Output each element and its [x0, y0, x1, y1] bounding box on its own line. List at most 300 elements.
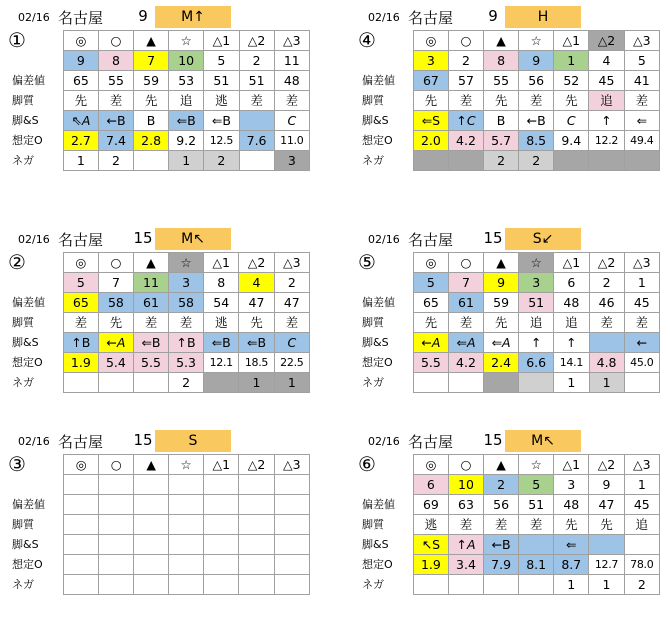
table-row: [360, 495, 660, 515]
table-cell: 追: [554, 313, 589, 333]
table-cell: ☆: [519, 253, 554, 273]
table-cell: △1: [554, 455, 589, 475]
table-cell: 14.1: [554, 353, 589, 373]
prediction-table: [10, 252, 310, 393]
table-cell: ⇐: [624, 111, 659, 131]
table-cell: [239, 111, 274, 131]
race-mark-badge: M↖: [505, 430, 581, 452]
race-panel: [10, 226, 310, 432]
table-cell: [98, 373, 133, 393]
table-row: [10, 353, 310, 373]
table-cell: 18.5: [239, 353, 274, 373]
table-cell: 8: [484, 51, 519, 71]
row-label: 偏差値: [12, 498, 45, 511]
table-cell: ⇐B: [204, 333, 239, 353]
table-cell: 6: [554, 273, 589, 293]
table-cell: [204, 495, 239, 515]
race-panel: [360, 226, 660, 432]
panel-header: [360, 226, 660, 252]
table-cell: 3.4: [448, 555, 483, 575]
table-cell: △1: [554, 253, 589, 273]
table-row: [10, 333, 310, 353]
panel-index: ④: [358, 28, 376, 52]
race-number: 9: [488, 7, 498, 25]
race-venue: 名古屋: [408, 9, 454, 27]
table-row: [360, 575, 660, 595]
table-cell: 2.8: [134, 131, 169, 151]
row-label: 偏差値: [362, 296, 395, 309]
table-cell: 2.0: [413, 131, 448, 151]
table-cell: 7: [448, 273, 483, 293]
row-label: 脚&S: [362, 336, 389, 349]
table-cell: [64, 535, 99, 555]
table-cell: 先: [98, 313, 133, 333]
table-cell: 11: [133, 273, 168, 293]
table-cell: 10: [448, 475, 483, 495]
row-label: ネガ: [12, 578, 34, 591]
table-cell: 67: [413, 71, 448, 91]
table-cell: ○: [98, 253, 133, 273]
prediction-table: [360, 252, 660, 393]
panel-index: ①: [8, 28, 26, 52]
table-cell: ○: [99, 455, 134, 475]
table-cell: 2: [98, 151, 133, 171]
table-cell: 47: [274, 293, 309, 313]
table-cell: [63, 373, 98, 393]
table-cell: [484, 575, 519, 595]
table-cell: ←B: [98, 111, 133, 131]
table-cell: 差: [274, 313, 309, 333]
table-cell: [64, 555, 99, 575]
table-cell: 先: [413, 91, 448, 111]
row-label: 脚質: [12, 94, 34, 107]
table-cell: 差: [274, 91, 309, 111]
row-label: [10, 455, 64, 475]
table-cell: △3: [274, 455, 309, 475]
table-cell: [448, 151, 483, 171]
race-date: 02/16: [18, 435, 50, 448]
table-cell: 63: [448, 495, 483, 515]
race-number: 15: [133, 229, 153, 247]
table-cell: ▲: [484, 253, 519, 273]
table-cell: 22.5: [274, 353, 309, 373]
table-row: [10, 131, 310, 151]
table-row: [360, 51, 660, 71]
table-row: [360, 111, 660, 131]
table-cell: [519, 535, 554, 555]
table-cell: ↑: [554, 333, 589, 353]
table-cell: 5: [519, 475, 554, 495]
table-cell: 先: [239, 313, 274, 333]
table-cell: [99, 475, 134, 495]
table-cell: ◎: [63, 31, 98, 51]
table-cell: ○: [448, 455, 483, 475]
race-panel: [360, 4, 660, 210]
table-cell: △1: [204, 455, 239, 475]
race-mark-badge: M↖: [155, 228, 231, 250]
table-cell: 逃: [413, 515, 448, 535]
table-row: [360, 535, 660, 555]
table-cell: ◎: [413, 455, 448, 475]
table-cell: 2: [519, 151, 554, 171]
table-cell: 5.3: [169, 353, 204, 373]
row-label: [360, 51, 413, 71]
race-panel: [360, 428, 660, 634]
table-cell: [274, 475, 309, 495]
table-cell: [99, 495, 134, 515]
table-cell: 先: [554, 515, 589, 535]
table-cell: ←B: [484, 535, 519, 555]
table-cell: 11.0: [274, 131, 309, 151]
table-cell: 6: [413, 475, 448, 495]
table-cell: [624, 535, 659, 555]
table-cell: 差: [448, 313, 483, 333]
table-cell: B: [484, 111, 519, 131]
table-cell: 6.6: [519, 353, 554, 373]
table-cell: [274, 495, 309, 515]
table-cell: △3: [624, 253, 659, 273]
race-number: 15: [133, 431, 153, 449]
row-label: 脚&S: [12, 538, 39, 551]
table-cell: 51: [519, 293, 554, 313]
row-label: 想定O: [12, 356, 43, 369]
table-cell: [99, 555, 134, 575]
table-cell: 差: [63, 313, 98, 333]
table-cell: ☆: [519, 455, 554, 475]
table-cell: [274, 535, 309, 555]
race-venue: 名古屋: [58, 231, 104, 249]
panel-header: [10, 428, 310, 454]
table-cell: 差: [519, 91, 554, 111]
table-cell: [204, 555, 239, 575]
table-cell: [204, 475, 239, 495]
panel-header: [360, 428, 660, 454]
table-cell: △2: [239, 31, 274, 51]
table-cell: [239, 515, 274, 535]
table-cell: ◎: [413, 253, 448, 273]
row-label: 脚&S: [362, 114, 389, 127]
table-cell: 先: [554, 91, 589, 111]
table-cell: ▲: [484, 455, 519, 475]
table-cell: 5: [63, 273, 98, 293]
race-venue: 名古屋: [408, 433, 454, 451]
table-cell: 9: [484, 273, 519, 293]
table-cell: [274, 555, 309, 575]
table-row: [360, 333, 660, 353]
table-cell: 4.2: [448, 353, 483, 373]
table-row: [360, 475, 660, 495]
table-row: [360, 151, 660, 171]
table-cell: 1: [239, 373, 274, 393]
table-cell: 1: [63, 151, 98, 171]
table-cell: 56: [519, 71, 554, 91]
table-cell: 47: [589, 495, 624, 515]
table-row: [360, 71, 660, 91]
prediction-table: [360, 454, 660, 595]
table-cell: 5.5: [413, 353, 448, 373]
table-cell: 差: [624, 91, 659, 111]
table-cell: 7: [134, 51, 169, 71]
panel-header: [10, 226, 310, 252]
table-cell: [169, 575, 204, 595]
table-row: [10, 273, 310, 293]
table-cell: [99, 515, 134, 535]
table-cell: [169, 515, 204, 535]
table-row: [10, 253, 310, 273]
table-cell: ↖S: [413, 535, 448, 555]
table-cell: 1: [274, 373, 309, 393]
table-cell: 2.7: [63, 131, 98, 151]
table-cell: 51: [239, 71, 274, 91]
table-cell: 8: [204, 273, 239, 293]
race-mark-badge: M↑: [155, 6, 231, 28]
table-cell: [519, 575, 554, 595]
table-row: [10, 575, 310, 595]
table-cell: 61: [133, 293, 168, 313]
table-row: [360, 353, 660, 373]
table-cell: 51: [204, 71, 239, 91]
table-cell: [239, 475, 274, 495]
table-cell: 2: [624, 575, 659, 595]
table-cell: 1: [624, 273, 659, 293]
table-cell: △1: [204, 31, 239, 51]
table-cell: [274, 575, 309, 595]
row-label: ネガ: [12, 376, 34, 389]
row-label: 脚質: [12, 518, 34, 531]
table-cell: ⇐B: [169, 111, 204, 131]
row-label: 想定O: [362, 356, 393, 369]
table-cell: 51: [519, 495, 554, 515]
table-cell: ←: [624, 333, 659, 353]
row-label: 想定O: [362, 134, 393, 147]
table-cell: △1: [554, 31, 589, 51]
table-cell: ←B: [519, 111, 554, 131]
table-cell: 8.1: [519, 555, 554, 575]
table-cell: ⇐B: [133, 333, 168, 353]
table-cell: [589, 535, 624, 555]
table-row: [360, 455, 660, 475]
table-cell: △3: [624, 455, 659, 475]
table-cell: [413, 373, 448, 393]
table-cell: [134, 575, 169, 595]
table-cell: 8: [98, 51, 133, 71]
row-label: [10, 273, 63, 293]
row-label: [360, 31, 413, 51]
table-cell: [134, 151, 169, 171]
table-cell: 2.4: [484, 353, 519, 373]
panel-header: [10, 4, 310, 30]
table-cell: 先: [484, 313, 519, 333]
table-cell: 48: [554, 293, 589, 313]
table-cell: ◎: [64, 455, 99, 475]
table-cell: 7.6: [239, 131, 274, 151]
table-cell: [589, 333, 624, 353]
panel-index: ②: [8, 250, 26, 274]
table-cell: ▲: [134, 31, 169, 51]
table-cell: △2: [239, 253, 274, 273]
table-cell: 48: [554, 495, 589, 515]
table-cell: [204, 575, 239, 595]
row-label: 想定O: [12, 134, 43, 147]
table-cell: [134, 535, 169, 555]
table-cell: 1: [169, 151, 204, 171]
table-cell: ○: [448, 31, 483, 51]
race-date: 02/16: [368, 435, 400, 448]
table-cell: 1: [589, 575, 624, 595]
table-cell: 49.4: [624, 131, 659, 151]
row-label: 脚&S: [12, 336, 39, 349]
prediction-table: [10, 454, 310, 595]
table-cell: 9: [63, 51, 98, 71]
table-cell: [554, 151, 589, 171]
table-cell: 差: [519, 515, 554, 535]
row-label: [360, 475, 413, 495]
panel-index: ⑤: [358, 250, 376, 274]
row-label: [360, 273, 413, 293]
table-cell: 9: [519, 51, 554, 71]
table-cell: 差: [448, 91, 483, 111]
table-cell: ↑: [519, 333, 554, 353]
table-cell: C: [274, 333, 309, 353]
table-cell: [413, 151, 448, 171]
table-cell: ⇐: [554, 535, 589, 555]
table-row: [10, 151, 310, 171]
table-cell: ◎: [63, 253, 98, 273]
table-cell: 4.8: [589, 353, 624, 373]
prediction-table: [360, 30, 660, 171]
race-mark-badge: S↙: [505, 228, 581, 250]
table-cell: △1: [204, 253, 239, 273]
table-cell: [64, 575, 99, 595]
table-cell: 56: [484, 495, 519, 515]
table-cell: 8.5: [519, 131, 554, 151]
table-cell: △2: [239, 455, 274, 475]
table-cell: ☆: [169, 455, 204, 475]
race-date: 02/16: [368, 233, 400, 246]
table-row: [10, 111, 310, 131]
table-cell: 12.5: [204, 131, 239, 151]
table-cell: [204, 515, 239, 535]
row-label: 偏差値: [12, 296, 45, 309]
table-cell: [624, 151, 659, 171]
race-mark-badge: S: [155, 430, 231, 452]
race-date: 02/16: [18, 233, 50, 246]
table-cell: [99, 535, 134, 555]
row-label: 脚&S: [362, 538, 389, 551]
row-label: [10, 475, 64, 495]
table-cell: 59: [484, 293, 519, 313]
table-cell: 12.1: [204, 353, 239, 373]
table-cell: [64, 495, 99, 515]
table-cell: 2: [274, 273, 309, 293]
table-cell: 2: [204, 151, 239, 171]
row-label: [10, 253, 63, 273]
table-cell: 2: [448, 51, 483, 71]
race-number: 9: [138, 7, 148, 25]
table-cell: ↑: [589, 111, 624, 131]
table-cell: ◎: [413, 31, 448, 51]
table-cell: 2: [484, 475, 519, 495]
table-cell: 3: [169, 273, 204, 293]
table-cell: 61: [448, 293, 483, 313]
table-cell: [169, 555, 204, 575]
table-cell: 差: [239, 91, 274, 111]
table-cell: [169, 535, 204, 555]
table-cell: [239, 535, 274, 555]
table-cell: [589, 151, 624, 171]
table-cell: ○: [98, 31, 133, 51]
table-row: [10, 71, 310, 91]
table-cell: 10: [169, 51, 204, 71]
table-cell: △2: [589, 31, 624, 51]
table-cell: 先: [484, 91, 519, 111]
table-cell: 3: [274, 151, 309, 171]
table-cell: 1: [589, 373, 624, 393]
table-cell: △3: [624, 31, 659, 51]
table-cell: 1: [554, 373, 589, 393]
table-cell: [99, 575, 134, 595]
table-cell: △3: [274, 253, 309, 273]
table-cell: 4: [239, 273, 274, 293]
table-row: [360, 515, 660, 535]
table-row: [360, 273, 660, 293]
table-cell: [134, 555, 169, 575]
row-label: [360, 253, 413, 273]
table-row: [10, 475, 310, 495]
table-cell: [134, 515, 169, 535]
table-cell: 5: [624, 51, 659, 71]
race-mark-badge: H: [505, 6, 581, 28]
table-cell: 1: [624, 475, 659, 495]
row-label: 脚質: [12, 316, 34, 329]
prediction-table: [10, 30, 310, 171]
table-cell: 先: [63, 91, 98, 111]
table-cell: 45: [624, 495, 659, 515]
table-cell: ←A: [98, 333, 133, 353]
table-row: [10, 535, 310, 555]
table-cell: 47: [239, 293, 274, 313]
row-label: 偏差値: [362, 498, 395, 511]
table-row: [10, 455, 310, 475]
table-cell: 差: [133, 313, 168, 333]
table-cell: [204, 373, 239, 393]
table-cell: ☆: [169, 253, 204, 273]
table-cell: 7: [98, 273, 133, 293]
table-cell: ↑C: [448, 111, 483, 131]
table-cell: 5.5: [133, 353, 168, 373]
table-cell: 1.9: [63, 353, 98, 373]
table-cell: 9: [589, 475, 624, 495]
race-venue: 名古屋: [408, 231, 454, 249]
table-row: [10, 51, 310, 71]
table-cell: 4.2: [448, 131, 483, 151]
table-cell: 逃: [204, 313, 239, 333]
table-cell: 78.0: [624, 555, 659, 575]
table-cell: 1: [554, 51, 589, 71]
table-cell: 48: [274, 71, 309, 91]
table-cell: 41: [624, 71, 659, 91]
table-row: [360, 31, 660, 51]
table-cell: ⇖A: [63, 111, 98, 131]
table-cell: 2: [589, 273, 624, 293]
table-cell: 4: [589, 51, 624, 71]
table-cell: 3: [413, 51, 448, 71]
table-cell: 追: [589, 91, 624, 111]
table-row: [360, 293, 660, 313]
table-cell: 45: [624, 293, 659, 313]
table-cell: 45.0: [624, 353, 659, 373]
table-cell: 先: [413, 313, 448, 333]
